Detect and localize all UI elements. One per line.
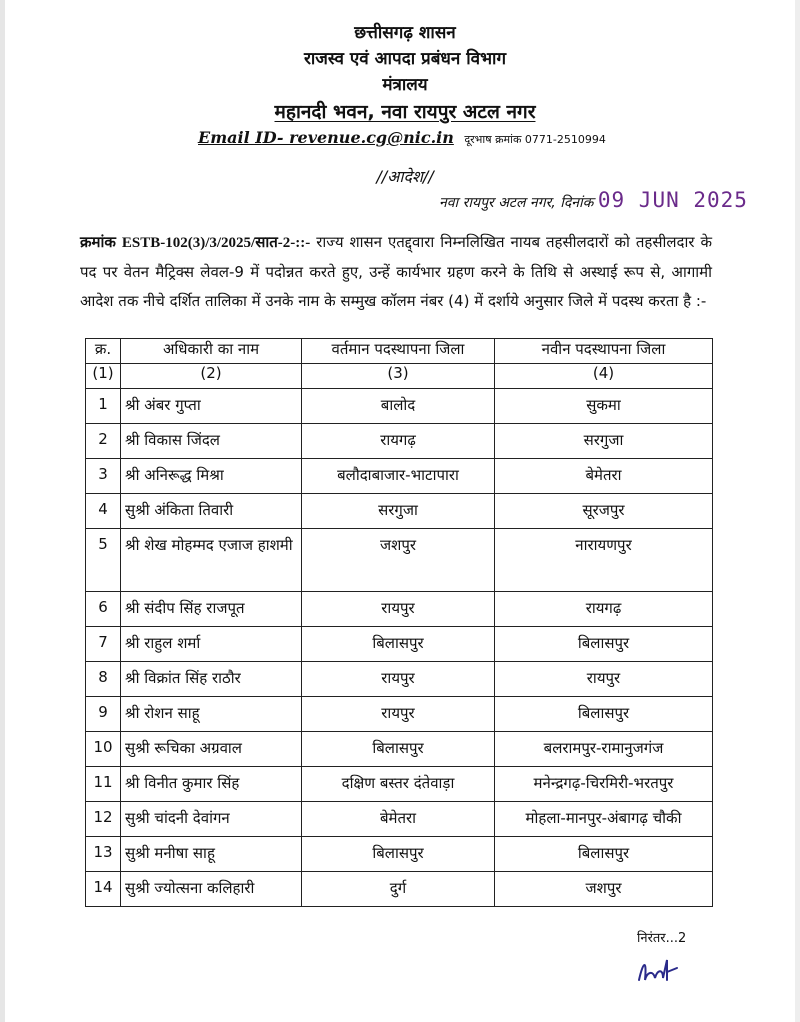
ref-number: ESTB-102(3)/3/2025 xyxy=(121,235,252,251)
table-row xyxy=(86,389,713,424)
column-number-row xyxy=(86,364,713,389)
order-title: //आदेश// xyxy=(376,167,434,186)
ministry-label: मंत्रालय xyxy=(382,75,428,95)
date-stamp: 09 JUN 2025 xyxy=(597,188,748,212)
cell-sn: 6 xyxy=(86,592,121,627)
cell-sn: 1 xyxy=(86,389,121,424)
cell-new-district: रायपुर xyxy=(495,662,713,697)
cell-name: श्री अंबर गुप्ता xyxy=(121,389,302,424)
cell-sn: 8 xyxy=(86,662,121,697)
continued-note: निरंतर...2 xyxy=(637,931,687,946)
cell-sn: 4 xyxy=(86,494,121,529)
cell-new-district: बिलासपुर xyxy=(495,837,713,872)
col-number: (1) xyxy=(86,364,121,389)
table-row xyxy=(86,767,713,802)
contact-line xyxy=(198,128,606,147)
cell-current-district: दुर्ग xyxy=(302,872,495,907)
cell-name: श्री विकास जिंदल xyxy=(121,424,302,459)
dateline-place: नवा रायपुर अटल नगर, दिनांक xyxy=(439,195,594,211)
cell-name: सुश्री चांदनी देवांगन xyxy=(121,802,302,837)
cell-name: श्री विक्रांत सिंह राठौर xyxy=(121,662,302,697)
cell-new-district: सुकमा xyxy=(495,389,713,424)
table-row xyxy=(86,802,713,837)
cell-new-district: सूरजपुर xyxy=(495,494,713,529)
table-header-row xyxy=(86,339,713,364)
col-header-sn: क्र. xyxy=(86,339,121,364)
email-link[interactable]: Email ID- revenue.cg@nic.in xyxy=(198,128,454,147)
cell-new-district: जशपुर xyxy=(495,872,713,907)
cell-sn: 13 xyxy=(86,837,121,872)
posting-table xyxy=(85,338,713,907)
cell-name: सुश्री अंकिता तिवारी xyxy=(121,494,302,529)
signature-mark xyxy=(633,950,683,990)
cell-current-district: जशपुर xyxy=(302,529,495,592)
cell-name: सुश्री ज्योत्सना कलिहारी xyxy=(121,872,302,907)
cell-sn: 9 xyxy=(86,697,121,732)
phone-number: दूरभाष क्रमांक 0771-2510994 xyxy=(464,133,606,146)
table-row xyxy=(86,592,713,627)
cell-sn: 10 xyxy=(86,732,121,767)
cell-current-district: रायपुर xyxy=(302,662,495,697)
cell-current-district: रायपुर xyxy=(302,592,495,627)
department-name: राजस्व एवं आपदा प्रबंधन विभाग xyxy=(303,49,507,69)
cell-new-district: बलरामपुर-रामानुजगंज xyxy=(495,732,713,767)
col-number: (3) xyxy=(302,364,495,389)
cell-current-district: दक्षिण बस्तर दंतेवाड़ा xyxy=(302,767,495,802)
order-text: राज्य शासन एतद्द्वारा निम्नलिखित नायब तहसीलदारों को तहसीलदार के पद पर वेतन मैट्रिक्स लेवल-9 में पदोन्नत करते हुए, उन्हें कार्यभार ग्रहण करने के तिथि से अस्थाई रूप से, आगामी आदेश तक नीचे दर्शित तालिका में उनके नाम के सम्मुख कॉलम नंबर (4) में दर्शाये अनुसार जिले में पदस्थ करता है :- xyxy=(80,233,712,310)
cell-current-district: बिलासपुर xyxy=(302,837,495,872)
cell-name: श्री अनिरूद्ध मिश्रा xyxy=(121,459,302,494)
cell-current-district: बलौदाबाजार-भाटापारा xyxy=(302,459,495,494)
cell-name: श्री शेख मोहम्मद एजाज हाशमी xyxy=(121,529,302,592)
cell-current-district: बालोद xyxy=(302,389,495,424)
table-row xyxy=(86,732,713,767)
cell-name: श्री संदीप सिंह राजपूत xyxy=(121,592,302,627)
ref-suffix: /सात-2-::- xyxy=(251,235,311,251)
cell-new-district: मोहला-मानपुर-अंबागढ़ चौकी xyxy=(495,802,713,837)
col-header-current: वर्तमान पदस्थापना जिला xyxy=(302,339,495,364)
cell-new-district: बिलासपुर xyxy=(495,627,713,662)
cell-name: सुश्री मनीषा साहू xyxy=(121,837,302,872)
cell-name: सुश्री रूचिका अग्रवाल xyxy=(121,732,302,767)
govt-name: छत्तीसगढ़ शासन xyxy=(354,23,456,43)
table-row xyxy=(86,697,713,732)
cell-new-district: सरगुजा xyxy=(495,424,713,459)
cell-new-district: बेमेतरा xyxy=(495,459,713,494)
col-header-name: अधिकारी का नाम xyxy=(121,339,302,364)
table-row xyxy=(86,494,713,529)
cell-sn: 5 xyxy=(86,529,121,592)
cell-current-district: बिलासपुर xyxy=(302,732,495,767)
table-row xyxy=(86,837,713,872)
cell-new-district: नारायणपुर xyxy=(495,529,713,592)
cell-sn: 11 xyxy=(86,767,121,802)
cell-sn: 14 xyxy=(86,872,121,907)
table-row xyxy=(86,662,713,697)
cell-sn: 2 xyxy=(86,424,121,459)
cell-current-district: रायगढ़ xyxy=(302,424,495,459)
col-header-new: नवीन पदस्थापना जिला xyxy=(495,339,713,364)
table-row xyxy=(86,424,713,459)
col-number: (2) xyxy=(121,364,302,389)
cell-new-district: रायगढ़ xyxy=(495,592,713,627)
cell-sn: 12 xyxy=(86,802,121,837)
dateline xyxy=(439,188,748,212)
table-row xyxy=(86,627,713,662)
cell-new-district: बिलासपुर xyxy=(495,697,713,732)
col-number: (4) xyxy=(495,364,713,389)
cell-sn: 7 xyxy=(86,627,121,662)
cell-new-district: मनेन्द्रगढ़-चिरमिरी-भरतपुर xyxy=(495,767,713,802)
cell-current-district: बेमेतरा xyxy=(302,802,495,837)
cell-name: श्री विनीत कुमार सिंह xyxy=(121,767,302,802)
cell-name: श्री राहुल शर्मा xyxy=(121,627,302,662)
table-row xyxy=(86,529,713,592)
ref-label: क्रमांक xyxy=(80,235,116,251)
cell-current-district: रायपुर xyxy=(302,697,495,732)
cell-current-district: बिलासपुर xyxy=(302,627,495,662)
cell-current-district: सरगुजा xyxy=(302,494,495,529)
office-address: महानदी भवन, नवा रायपुर अटल नगर xyxy=(274,101,536,123)
cell-sn: 3 xyxy=(86,459,121,494)
order-body xyxy=(80,228,712,316)
table-row xyxy=(86,459,713,494)
cell-name: श्री रोशन साहू xyxy=(121,697,302,732)
table-row xyxy=(86,872,713,907)
